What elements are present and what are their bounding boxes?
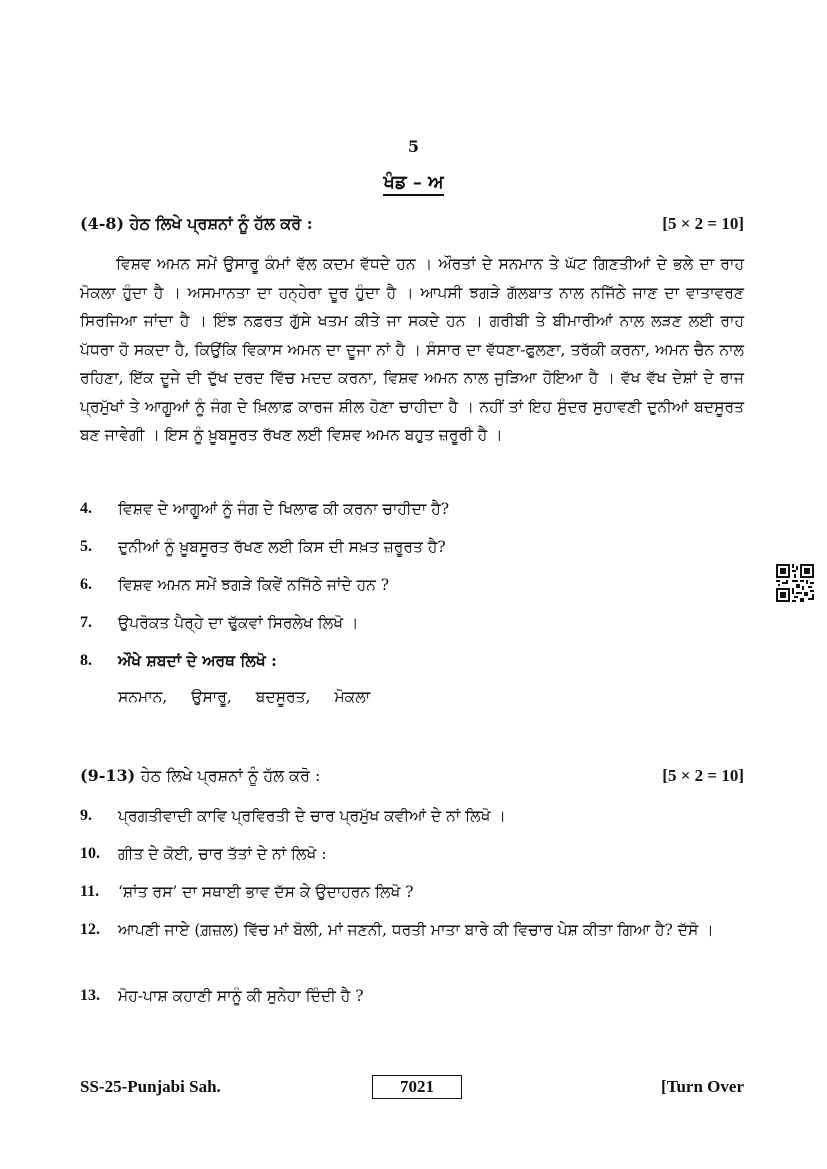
qr-code-icon [776,564,814,602]
section-title-text: ਖੰਡ – ਅ [383,172,443,196]
word-item: ਬਦਸੂਰਤ, [255,688,311,706]
question-4 [80,496,744,522]
question-text: ‘ਸ਼ਾਂਤ ਰਸ’ ਦਾ ਸਥਾਈ ਭਾਵ ਦੱਸ ਕੇ ਉਦਾਹਰਨ ਲਿਖੋ ? [118,883,414,901]
word-list [118,688,370,707]
question-8 [80,648,744,674]
question-text: ਮੋਹ-ਪਾਸ਼ ਕਹਾਣੀ ਸਾਨੂੰ ਕੀ ਸੁਨੇਹਾ ਦਿੰਦੀ ਹੈ ? [118,987,364,1005]
page-footer [80,1075,744,1101]
question-13 [80,983,744,1009]
question-12 [80,917,744,943]
question-number: 6. [80,576,92,593]
section2-range: (9-13) [80,766,136,785]
question-text: ਵਿਸ਼ਵ ਦੇ ਆਗੂਆਂ ਨੂੰ ਜੰਗ ਦੇ ਖਿਲਾਫ ਕੀ ਕਰਨਾ ਚਾਹੀਦਾ ਹੈ? [118,500,450,518]
section2-instruction: ਹੇਠ ਲਿਖੇ ਪ੍ਰਸ਼ਨਾਂ ਨੂੰ ਹੱਲ ਕਰੋ : [140,766,321,785]
turn-over-label: [Turn Over [661,1077,744,1096]
section2-header [80,766,744,786]
section1-range: (4-8) [80,214,125,233]
question-9 [80,803,744,829]
question-7 [80,610,744,636]
paper-number-box: 7021 [372,1075,462,1099]
question-number: 9. [80,807,92,824]
section1-marks: [5 × 2 = 10] [662,214,744,233]
question-number: 10. [80,845,100,862]
section2-marks: [5 × 2 = 10] [662,766,744,785]
exam-code: SS-25-Punjabi Sah. [80,1077,221,1096]
question-text: ਆਪਣੀ ਜਾਏ (ਗ਼ਜ਼ਲ) ਵਿੱਚ ਮਾਂ ਬੋਲੀ, ਮਾਂ ਜਣਨੀ, ਧਰਤੀ ਮਾਤਾ ਬਾਰੇ ਕੀ ਵਿਚਾਰ ਪੇਸ਼ ਕੀਤਾ ਗਿਆ ਹੈ? ਦੱਸੋ । [118,921,714,939]
section1-header [80,214,744,234]
question-6 [80,572,744,598]
question-5 [80,534,744,560]
section1-instruction-group [80,214,313,234]
question-text: ਵਿਸ਼ਵ ਅਮਨ ਸਮੇਂ ਝਗੜੇ ਕਿਵੇਂ ਨਜਿੱਠੇ ਜਾਂਦੇ ਹਨ ? [118,576,390,594]
question-number: 4. [80,500,92,517]
section1-instruction: ਹੇਠ ਲਿਖੇ ਪ੍ਰਸ਼ਨਾਂ ਨੂੰ ਹੱਲ ਕਰੋ : [129,214,313,233]
question-text: ਗੀਤ ਦੇ ਕੋਈ, ਚਾਰ ਤੱਤਾਂ ਦੇ ਨਾਂ ਲਿਖੋ : [118,845,327,863]
question-10 [80,841,744,867]
comprehension-passage: ਵਿਸ਼ਵ ਅਮਨ ਸਮੇਂ ਉਸਾਰੂ ਕੰਮਾਂ ਵੱਲ ਕਦਮ ਵੱਧਦੇ ਹਨ । ਔਰਤਾਂ ਦੇ ਸਨਮਾਨ ਤੇ ਘੱਟ ਗਿਣਤੀਆਂ ਦੇ ਭਲੇ ਦਾ ਰਾਹ ਮੋਕਲਾ ਹੁੰਦਾ ਹੈ । ਅਸਮਾਨਤਾ ਦਾ ਹਨ੍ਹੇਰਾ ਦੂਰ ਹੁੰਦਾ ਹੈ । ਆਪਸੀ ਝਗੜੇ ਗੱਲਬਾਤ ਨਾਲ ਨਜਿੱਠੇ ਜਾਣ ਦਾ ਵਾਤਾਵਰਣ ਸਿਰਜਿਆ ਜਾਂਦਾ ਹੈ । ਇੰਝ ਨਫ਼ਰਤ ਗੁੱਸੇ ਖਤਮ ਕੀਤੇ ਜਾ ਸਕਦੇ ਹਨ । ਗਰੀਬੀ ਤੇ ਬੀਮਾਰੀਆਂ ਨਾਲ ਲੜਣ ਲਈ ਰਾਹ ਪੱਧਰਾ ਹੋ ਸਕਦਾ ਹੈ, ਕਿਉਂਕਿ ਵਿਕਾਸ ਅਮਨ ਦਾ ਦੂਜਾ ਨਾਂ ਹੈ । ਸੰਸਾਰ ਦਾ ਵੱਧਣਾ-ਫੁਲਣਾ, ਤਰੱਕੀ ਕਰਨਾ, ਅਮਨ ਚੈਨ ਨਾਲ ਰਹਿਣਾ, ਇੱਕ ਦੂਜੇ ਦੀ ਦੁੱਖ ਦਰਦ ਵਿੱਚ ਮਦਦ ਕਰਨਾ, ਵਿਸ਼ਵ ਅਮਨ ਨਾਲ ਜੁੜਿਆ ਹੋਇਆ ਹੈ । ਵੱਖ ਵੱਖ ਦੇਸ਼ਾਂ ਦੇ ਰਾਜ ਪ੍ਰਮੁੱਖਾਂ ਤੇ ਆਗੂਆਂ ਨੂੰ ਜੰਗ ਦੇ ਖ਼ਿਲਾਫ਼ ਕਾਰਜ ਸ਼ੀਲ ਹੋਣਾ ਚਾਹੀਦਾ ਹੈ । ਨਹੀਂ ਤਾਂ ਇਹ ਸੁੰਦਰ ਸੁਹਾਵਣੀ ਦੁਨੀਆਂ ਬਦਸੂਰਤ ਬਣ ਜਾਵੇਗੀ । ਇਸ ਨੂੰ ਖ਼ੂਬਸੂਰਤ ਰੱਖਣ ਲਈ ਵਿਸ਼ਵ ਅਮਨ ਬਹੁਤ ਜ਼ਰੂਰੀ ਹੈ । [80,255,744,444]
question-number: 5. [80,538,92,555]
word-item: ਮੋਕਲਾ [334,688,371,706]
question-text: ਉਪਰੋਕਤ ਪੈਰ੍ਹੇ ਦਾ ਢੁੱਕਵਾਂ ਸਿਰਲੇਖ ਲਿਖੋ । [118,614,359,632]
question-text: ਔਖੇ ਸ਼ਬਦਾਂ ਦੇ ਅਰਥ ਲਿਖੋ : [118,651,277,670]
question-text: ਪ੍ਰਗਤੀਵਾਦੀ ਕਾਵਿ ਪ੍ਰਵਿਰਤੀ ਦੇ ਚਾਰ ਪ੍ਰਮੁੱਖ ਕਵੀਆਂ ਦੇ ਨਾਂ ਲਿਖੋ । [118,807,506,825]
question-number: 13. [80,987,100,1004]
section-title [0,172,827,193]
question-text: ਦੁਨੀਆਂ ਨੂੰ ਖ਼ੂਬਸੂਰਤ ਰੱਖਣ ਲਈ ਕਿਸ ਦੀ ਸਖ਼ਤ ਜ਼ਰੂਰਤ ਹੈ? [118,538,446,556]
question-number: 11. [80,883,100,900]
word-item: ਸਨਮਾਨ, [118,688,168,706]
question-number: 7. [80,614,92,631]
page-number: 5 [407,137,420,156]
question-11 [80,879,744,905]
question-number: 12. [80,921,100,938]
question-number: 8. [80,652,92,669]
word-item: ਉਸਾਰੂ, [191,688,232,706]
section2-instruction-group [80,766,320,786]
